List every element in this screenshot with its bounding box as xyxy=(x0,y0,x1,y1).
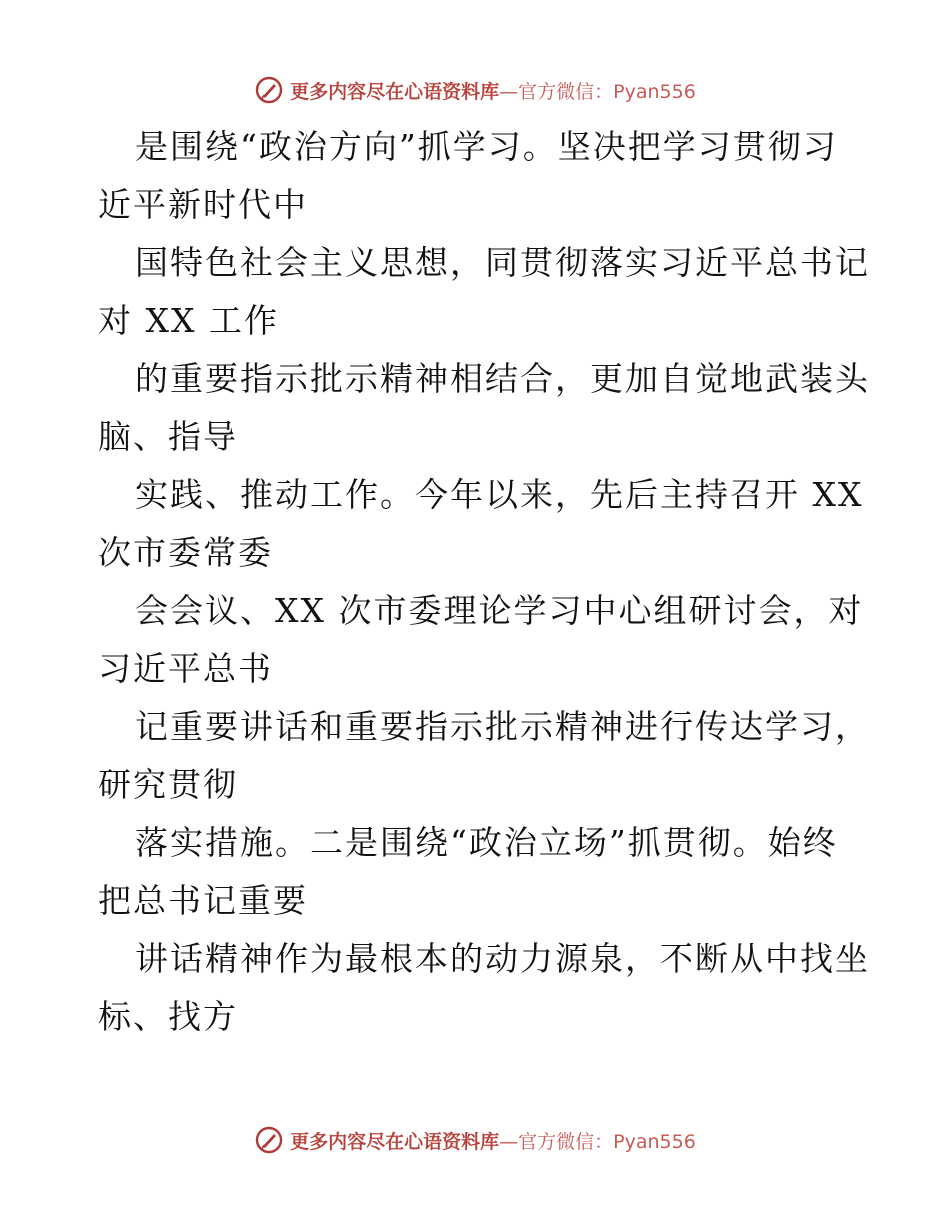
text-line: 国特色社会主义思想，同贯彻落实习近平总书记 xyxy=(135,243,870,282)
text-line: 记重要讲话和重要指示批示精神进行传达学习， xyxy=(135,707,870,746)
text-line: 标、找方 xyxy=(98,997,238,1036)
document-body xyxy=(98,118,870,1046)
watermark-contact-text: —官方微信：Pyan556 xyxy=(499,80,696,103)
text-line: 讲话精神作为最根本的动力源泉，不断从中找坐 xyxy=(135,939,870,978)
quill-seal-icon xyxy=(254,75,284,105)
text-line: 落实措施。二是围绕“政治立场”抓贯彻。始终 xyxy=(135,823,838,862)
text-line: 习近平总书 xyxy=(98,649,273,688)
text-line: 研究贯彻 xyxy=(98,765,238,804)
quill-seal-icon xyxy=(254,1125,284,1155)
watermark-site-text: 更多内容尽在心语资料库 xyxy=(290,1130,500,1153)
watermark-site-text: 更多内容尽在心语资料库 xyxy=(290,80,500,103)
text-line: 是围绕“政治方向”抓学习。坚决把学习贯彻习 xyxy=(135,127,838,166)
text-line: 实践、推动工作。今年以来，先后主持召开 XX xyxy=(135,475,864,514)
text-line: 次市委常委 xyxy=(98,533,273,572)
text-line: 把总书记重要 xyxy=(98,881,308,920)
watermark-contact-text: —官方微信：Pyan556 xyxy=(499,1130,696,1153)
footer-watermark xyxy=(0,1120,950,1160)
text-line: 近平新时代中 xyxy=(98,185,308,224)
text-line: 会会议、XX 次市委理论学习中心组研讨会，对 xyxy=(135,591,864,630)
text-line: 对 XX 工作 xyxy=(98,301,279,340)
header-watermark xyxy=(0,70,950,110)
text-line: 脑、指导 xyxy=(98,417,238,456)
text-line: 的重要指示批示精神相结合，更加自觉地武装头 xyxy=(135,359,870,398)
